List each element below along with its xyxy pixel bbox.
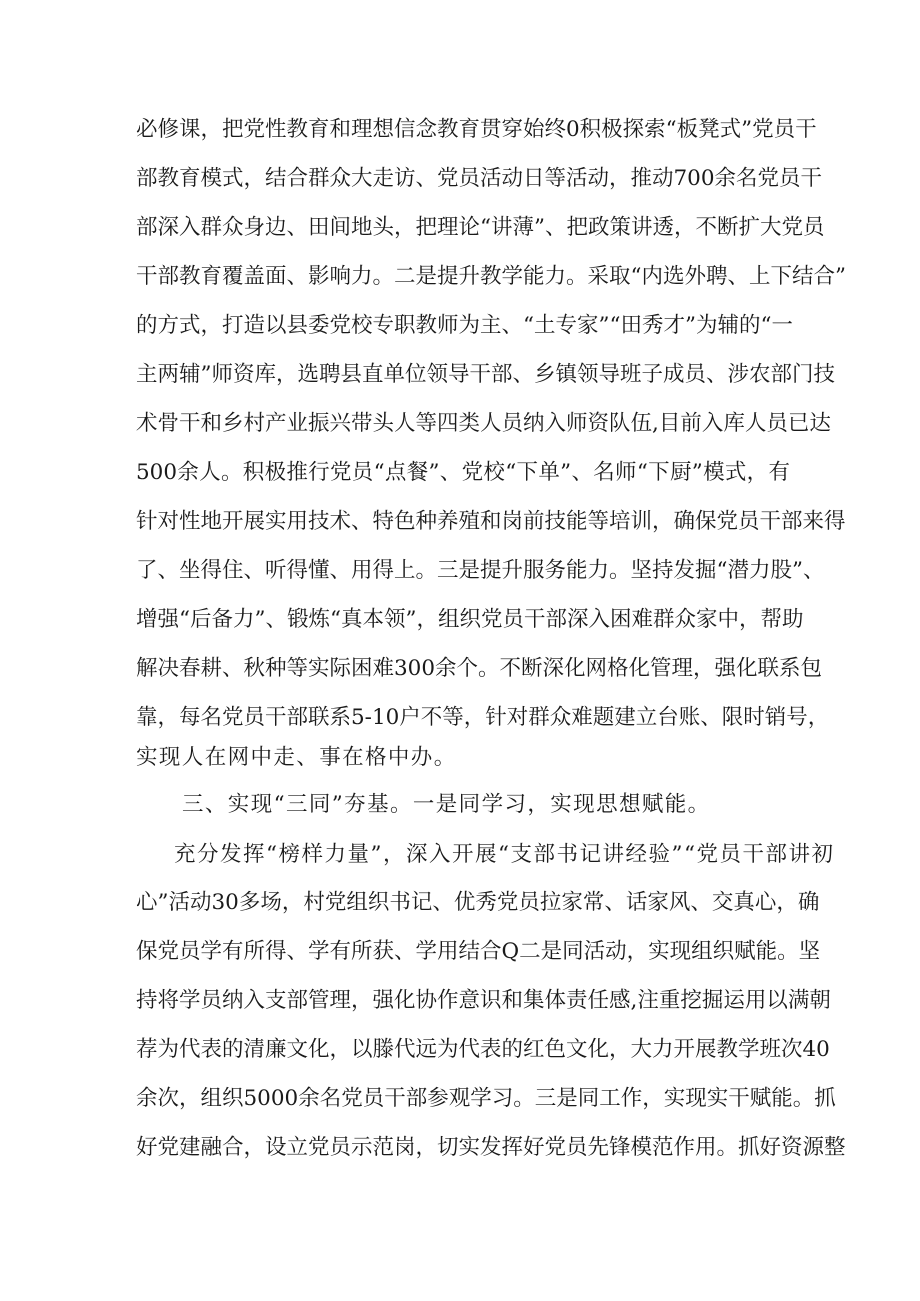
body-text-line: 部深入群众身边、田间地头，把理论“讲薄”、把政策讲透，不断扩大党员 — [136, 215, 825, 240]
body-text-line: 部教育模式，结合群众大走访、党员活动日等活动，推动700余名党员干 — [136, 166, 823, 191]
body-text-line: 心”活动30多场，村党组织书记、优秀党员拉家常、话家风、交真心，确 — [136, 890, 820, 915]
body-text-line: 增强“后备力”、锻炼“真本领”，组织党员干部深入困难群众家中，帮助 — [136, 607, 804, 632]
body-text-line: 解决春耕、秋种等实际困难300余个。不断深化网格化管理，强化联系包 — [136, 656, 823, 681]
body-text-line: 靠，每名党员干部联系5-10户不等，针对群众难题建立台账、限时销号， — [136, 705, 830, 730]
body-text-line: 好党建融合，设立党员示范岗，切实发挥好党员先锋模范作用。抓好资源整 — [136, 1135, 846, 1160]
body-text-line: 余次，组织5000余名党员干部参观学习。三是同工作，实现实干赋能。抓 — [136, 1086, 836, 1111]
body-text-line: 荐为代表的清廉文化，以滕代远为代表的红色文化，大力开展教学班次40 — [136, 1037, 830, 1062]
body-text-line: 500余人。积极推行党员“点餐”、党校“下单”、名师“下厨”模式，有 — [136, 460, 790, 485]
body-text-line: 术骨干和乡村产业振兴带头人等四类人员纳入师资队伍,目前入库人员已达 — [136, 411, 831, 436]
body-text-line: 的方式，打造以县委党校专职教师为主、“土专家”“田秀才”为辅的“一 — [136, 313, 793, 338]
body-text-line: 主两辅”师资库，选聘县直单位领导干部、乡镇领导班子成员、涉农部门技 — [136, 362, 835, 387]
section-heading: 三、实现“三同”夯基。一是同学习，实现思想赋能。 — [182, 792, 711, 817]
body-text-line: 实现人在网中走、事在格中办。 — [136, 745, 457, 770]
body-text-line: 针对性地开展实用技术、特色种养殖和岗前技能等培训，确保党员干部来得 — [136, 509, 846, 534]
body-text-line: 持将学员纳入支部管理，强化协作意识和集体责任感,注重挖掘运用以满朝 — [136, 988, 831, 1013]
body-text-line: 必修课，把党性教育和理想信念教育贯穿始终0积极探索“板凳式”党员干 — [136, 117, 817, 142]
body-text-line: 干部教育覆盖面、影响力。二是提升教学能力。采取“内选外聘、上下结合” — [136, 264, 846, 289]
body-text-line: 充分发挥“榜样力量”，深入开展“支部书记讲经验”“党员干部讲初 — [174, 842, 835, 867]
body-text-line: 了、坐得住、听得懂、用得上。三是提升服务能力。坚持发掘“潜力股”、 — [136, 558, 825, 583]
body-text-line: 保党员学有所得、学有所获、学用结合Q二是同活动，实现组织赋能。坚 — [136, 939, 821, 964]
